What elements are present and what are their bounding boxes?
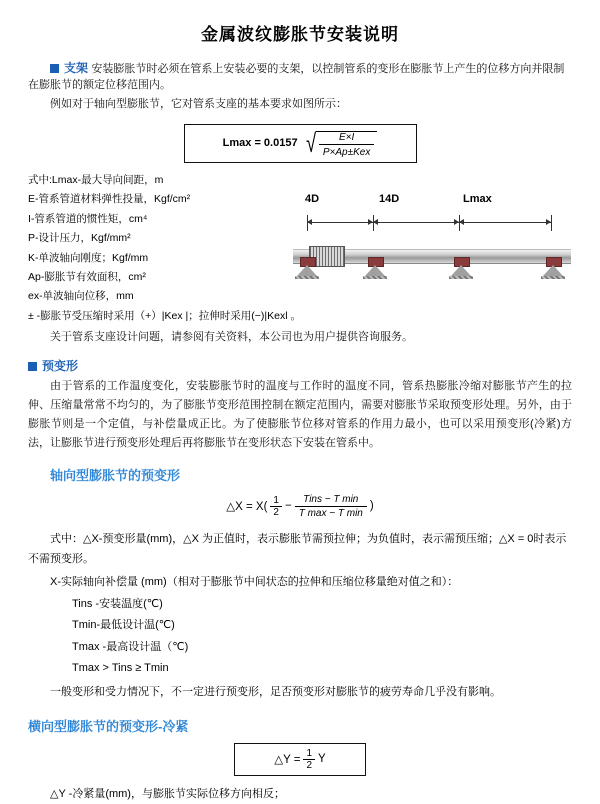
figure-dimension-arrows xyxy=(293,213,573,229)
section-heading-predeform xyxy=(28,357,572,374)
figure-arrow-4d xyxy=(307,222,373,223)
pipe-support-icon xyxy=(365,257,385,281)
equation-axial-lead: △X = X( xyxy=(226,501,268,514)
legend-list xyxy=(28,171,301,326)
section-support-paragraph-1: 安装膨胀节时必须在管系上安装必要的支架，以控制管系的变形在膨胀节上产生的位移方向并限制在膨胀节的额定位移范围内。 xyxy=(28,63,565,91)
legend-item: ± -膨胀节受压缩时采用（+）|Kex |；拉伸时采用(−)|Kexl 。 xyxy=(28,309,301,322)
figure-pipe-support xyxy=(293,171,573,326)
figure-arrow-lmax xyxy=(459,222,551,223)
subsection-heading-lateral: 横向型膨胀节的预变形-冷紧 xyxy=(28,718,189,734)
equation-axial xyxy=(28,494,572,519)
equation-axial-half-numerator: 1 xyxy=(270,495,282,507)
formula-lmax-fraction xyxy=(316,131,377,158)
equation-lateral-tail: Y xyxy=(318,753,326,766)
formula-lmax-lead: Lmax = 0.0157 xyxy=(222,137,298,150)
section-predeform-paragraph-1: 由于管系的工作温度变化，安装膨胀节时的温度与工作时的温度不同，管系热膨胀冷缩对膨胀节产生的拉伸、压缩量常常不均匀的，为了膨胀节变形范围控制在额定范围内，需要对膨胀节采取预变形处理。另外，由于膨胀节则是一个定值，与补偿量成正比。为了使膨胀节位移对管系的作用力最小，也可以采用预变形(冷紧)方法，让膨胀节进行预变形处理后再将膨胀节在变形状态下安装在管系中。 xyxy=(28,380,572,449)
legend-item: P-设计压力，Kgf/mm² xyxy=(28,232,131,245)
formula-lmax xyxy=(184,124,417,163)
subsection-heading-axial: 轴向型膨胀节的预变形 xyxy=(50,467,181,483)
axial-note-6: Tmax > Tins ≥ Tmin xyxy=(72,662,169,675)
section-heading-support xyxy=(28,59,572,92)
figure-arrow-14d xyxy=(373,222,459,223)
legend-item: ex-单波轴向位移，mm xyxy=(28,290,134,303)
axial-note-4: Tmin-最低设计温(℃) xyxy=(72,619,175,632)
equation-lateral-half xyxy=(303,748,315,771)
blue-square-icon xyxy=(50,64,59,73)
radical-sign-icon: √ xyxy=(305,128,316,159)
axial-note-5: Tmax -最高设计温（℃) xyxy=(72,640,189,653)
equation-axial-half xyxy=(270,495,282,518)
axial-note-7: 一般变形和受力情况下，不一定进行预变形，足否预变形对膨胀节的疲劳寿命几乎没有影响。 xyxy=(50,685,501,698)
figure-label-4d: 4D xyxy=(305,192,320,205)
equation-lateral-half-denominator: 2 xyxy=(306,759,313,771)
figure-pipe-drawing xyxy=(293,229,573,301)
axial-note-2: X-实际轴向补偿量 (mm)（相对于膨胀节中间状态的拉伸和压缩位移量绝对值之和）： xyxy=(50,575,459,588)
formula-lmax-numerator: E×I xyxy=(319,132,374,145)
page-title: 金属波纹膨胀节安装说明 xyxy=(201,25,399,44)
equation-axial-half-denominator: 2 xyxy=(273,506,279,518)
section-support-paragraph-2: 例如对于轴向型膨胀节，它对管系支座的基本要求如图所示： xyxy=(50,98,347,110)
equation-lateral-half-numerator: 1 xyxy=(303,748,315,760)
legend-item: K-单波轴向刚度；Kgf/mm xyxy=(28,251,149,264)
equation-axial-temp-fraction xyxy=(295,494,367,519)
equation-lateral xyxy=(234,743,366,776)
axial-note-1: 式中：△X-预变形量(mm)，△X 为正值时，表示膨胀节需预拉伸；为负值时，表示需预压缩；△X = 0时表示不需预变形。 xyxy=(28,532,567,566)
support-consult-paragraph: 关于管系支座设计问题，请参阅有关资料，本公司也为用户提供咨询服务。 xyxy=(50,331,413,344)
lateral-note-1: △Y -冷紧量(mm)，与膨胀节实际位移方向相反； xyxy=(50,787,285,800)
equation-axial-temp-denominator: T max − T min xyxy=(298,507,363,519)
legend-item: I-管系管道的惯性矩，cm⁴ xyxy=(28,212,148,225)
legend-item: Ap-膨胀节有效面积，cm² xyxy=(28,271,146,284)
axial-note-3: Tins -安装温度(℃) xyxy=(72,597,163,610)
section-heading-support-label: 支架 xyxy=(64,61,89,75)
formula-lmax-denominator: P×Ap±Kex xyxy=(322,146,371,158)
blue-square-icon xyxy=(28,362,37,371)
figure-label-lmax: Lmax xyxy=(463,192,492,205)
pipe-support-icon xyxy=(543,257,563,281)
legend-and-figure xyxy=(28,171,572,326)
equation-axial-minus: − xyxy=(284,500,292,513)
legend-item: 式中:Lmax-最大导向间距，m xyxy=(28,173,164,186)
equation-lateral-lead: △Y = xyxy=(274,754,301,767)
equation-axial-tail: ) xyxy=(369,500,374,513)
legend-item: E-管系管道材料弹性投量，Kgf/cm² xyxy=(28,193,191,206)
equation-axial-temp-numerator: Tins − T min xyxy=(295,494,367,507)
figure-label-14d: 14D xyxy=(379,192,400,205)
pipe-support-icon xyxy=(297,257,317,281)
formula-lmax-radical xyxy=(304,130,378,157)
section-heading-predeform-label: 预变形 xyxy=(42,359,79,374)
pipe-support-icon xyxy=(451,257,471,281)
figure-dimension-labels xyxy=(293,193,573,207)
